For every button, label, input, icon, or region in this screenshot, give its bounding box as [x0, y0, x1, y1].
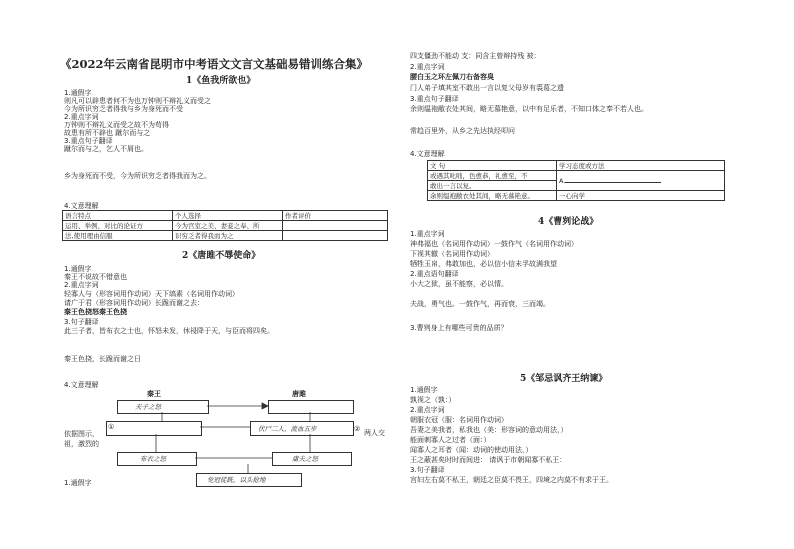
answer-label: A. [559, 177, 566, 185]
text-line: 2.重点语句翻译 [410, 270, 459, 278]
section-heading-1: 1《鱼我所欲也》 [186, 76, 256, 86]
diagram-side-left2: 祖，激烈的 [64, 440, 99, 448]
text-line: 闻寡人之耳者（闻：动词的使动用法，） [410, 446, 533, 454]
answer-blank[interactable] [565, 176, 661, 183]
text-line: 1.通假字 [64, 479, 92, 487]
text-line: 下视其辙（名词用作动词） [410, 250, 494, 258]
text-line: 4.文意理解 [64, 202, 99, 210]
text-line: 余则缊袍敝衣处其间，略无慕艳意，以中有足乐者，不知口体之奉不若人也。 [410, 105, 648, 113]
table-cell-answer [557, 171, 725, 191]
text-line: 蹴尔而与之，乞人不屑也。 [64, 145, 148, 153]
text-line: 1.通假字 [64, 89, 92, 97]
text-line: 孰视之（孰：） [410, 396, 456, 404]
text-line: 轻寡人与（形容词用作动词）天下缟素（名词用作动词） [64, 290, 239, 298]
table-cell: 法,使用理由信服 [63, 231, 173, 241]
table-cell: 一心向学 [557, 191, 725, 201]
table-cell: 今为宫室之美、妻妾之奉、所 [173, 221, 283, 231]
text-line: 2.重点字词 [410, 63, 445, 71]
text-line: 3.重点句子翻译 [64, 137, 113, 145]
text-line: 1.重点字词 [410, 230, 445, 238]
page-title: 《2022年云南省昆明市中考语文文言文基础易错训练合集》 [60, 57, 369, 71]
table-header: 作者评价 [283, 211, 388, 221]
text-line: 牺牲玉帛，弗敢加也，必以信小信未孚故满我望 [410, 260, 557, 268]
text-line: 常趋百里外，从乡之先达执经叩问 [410, 127, 515, 135]
text-line: 夫战，勇气也。一鼓作气，再而衰，三而竭。 [410, 300, 550, 308]
table-header: 文 句 [428, 161, 557, 171]
text-line: 故患有所不辟也 蹴尔而与之 [64, 129, 151, 137]
text-line: 能面刺寡人之过者（面：） [410, 436, 491, 444]
text-line: 门人弟子填其室不敢出一言以复父母岁有裘葛之遗 [410, 84, 564, 92]
text-line: 吾妻之美我者，私我也（美：形容词的意动用法，） [410, 426, 568, 434]
text-line: 2.重点字词 [410, 406, 445, 414]
text-line: 3.句子翻译 [64, 318, 99, 326]
text-line: 4.文意理解 [410, 150, 445, 158]
text-line: 1.通假字 [410, 386, 438, 394]
text-line: 王之蔽甚矣时时而间进： 请讽于市朝闻寡不私王： [410, 456, 567, 464]
text-line: 神弗福也（名词用作动词）一鼓作气（名词用作动词） [410, 240, 578, 248]
text-line: 3.重点句子翻译 [410, 95, 459, 103]
table-header: 个人选择 [173, 211, 283, 221]
diagram-right-name: 唐雎 [292, 390, 306, 398]
text-line: 万钟则不辩礼义而受之故不为苟得 [64, 121, 169, 129]
text-line: 四支僵劲不能动 支：同含主曾辩持残 被： [410, 52, 541, 60]
section-heading-5: 5《邹忌讽齐王纳谏》 [520, 374, 608, 384]
text-line: 1.通假字 [64, 265, 92, 273]
section-heading-2: 2《唐雎不辱使命》 [182, 251, 261, 261]
text-line: 请广于君（形容词用作动词）长跪而谢之去： [64, 299, 204, 307]
text-line: 3.曹刿身上有哪些可贵的品质？ [410, 324, 508, 332]
diagram-side-left: 依据图示， [64, 430, 99, 438]
diagram-box-4-text: 庸夫之怒 [292, 455, 318, 463]
text-line: 朝服衣冠（服：名词用作动词） [410, 416, 508, 424]
text-line: 此三子者，皆布衣之士也，怀怒未发，休祲降于天，与臣而将四矣。 [64, 327, 274, 335]
text-line: 秦王色挠，长跪而谢之日 [64, 355, 141, 363]
text-line: 小大之狱，虽不能察，必以情。 [410, 280, 508, 288]
text-line: 2.重点字词 [64, 281, 99, 289]
diagram-left-name: 秦王 [147, 390, 161, 398]
table-cell: 余则缊袍敝衣处其间，略无慕艳意。 [428, 191, 557, 201]
text-line: 宫妇左右莫不私王，朝廷之臣莫不畏王，四境之内莫不有求于王。 [410, 476, 613, 484]
text-line: 腰白玉之环左佩刀右备容臭 [410, 73, 494, 81]
text-line: 秦王色挠怒秦王色挠 [64, 308, 127, 316]
table-cell: 敢出一言以复。 [428, 181, 557, 191]
section-heading-4: 4《曹刿论战》 [538, 217, 599, 227]
diagram-box-5-text: 免冠徒跣，以头抢地 [207, 476, 266, 484]
text-line: 则凡可以辟患者何不为也万钟则不辩礼义而受之 [64, 97, 211, 105]
table-header: 语言特点 [63, 211, 173, 221]
diagram-box-mid-text: 伏尸二人，流血五步 [258, 425, 317, 433]
text-line: 3.句子翻译 [410, 466, 445, 474]
diagram-circle-1: ① [108, 423, 115, 431]
table-cell: 识穷乏者得我而为之 [173, 231, 283, 241]
table-cell: 运用、举例、对比的论证方 [63, 221, 173, 231]
diagram-box-3-text: 布衣之怒 [140, 455, 166, 463]
text-line: 乡为身死而不受，今为所识穷乏者得我而为之。 [64, 172, 211, 180]
table-cell: 或遇其叱咄，色愈恭，礼愈至，不 [428, 171, 557, 181]
diagram-side-right: 两人交 [364, 429, 385, 437]
s3-table [427, 160, 725, 201]
diagram-circle-2: ② [354, 425, 361, 433]
diagram-box-1-text: 天子之怒 [135, 403, 161, 411]
text-line: 今为所识穷乏者得我与乡为身死而不受 [64, 105, 183, 113]
table-header: 学习态度或方法 [557, 161, 725, 171]
text-line: 秦王不说故不错意也 [64, 273, 127, 281]
text-line: 4.文意理解 [64, 381, 99, 389]
text-line: 2.重点字词 [64, 113, 99, 121]
